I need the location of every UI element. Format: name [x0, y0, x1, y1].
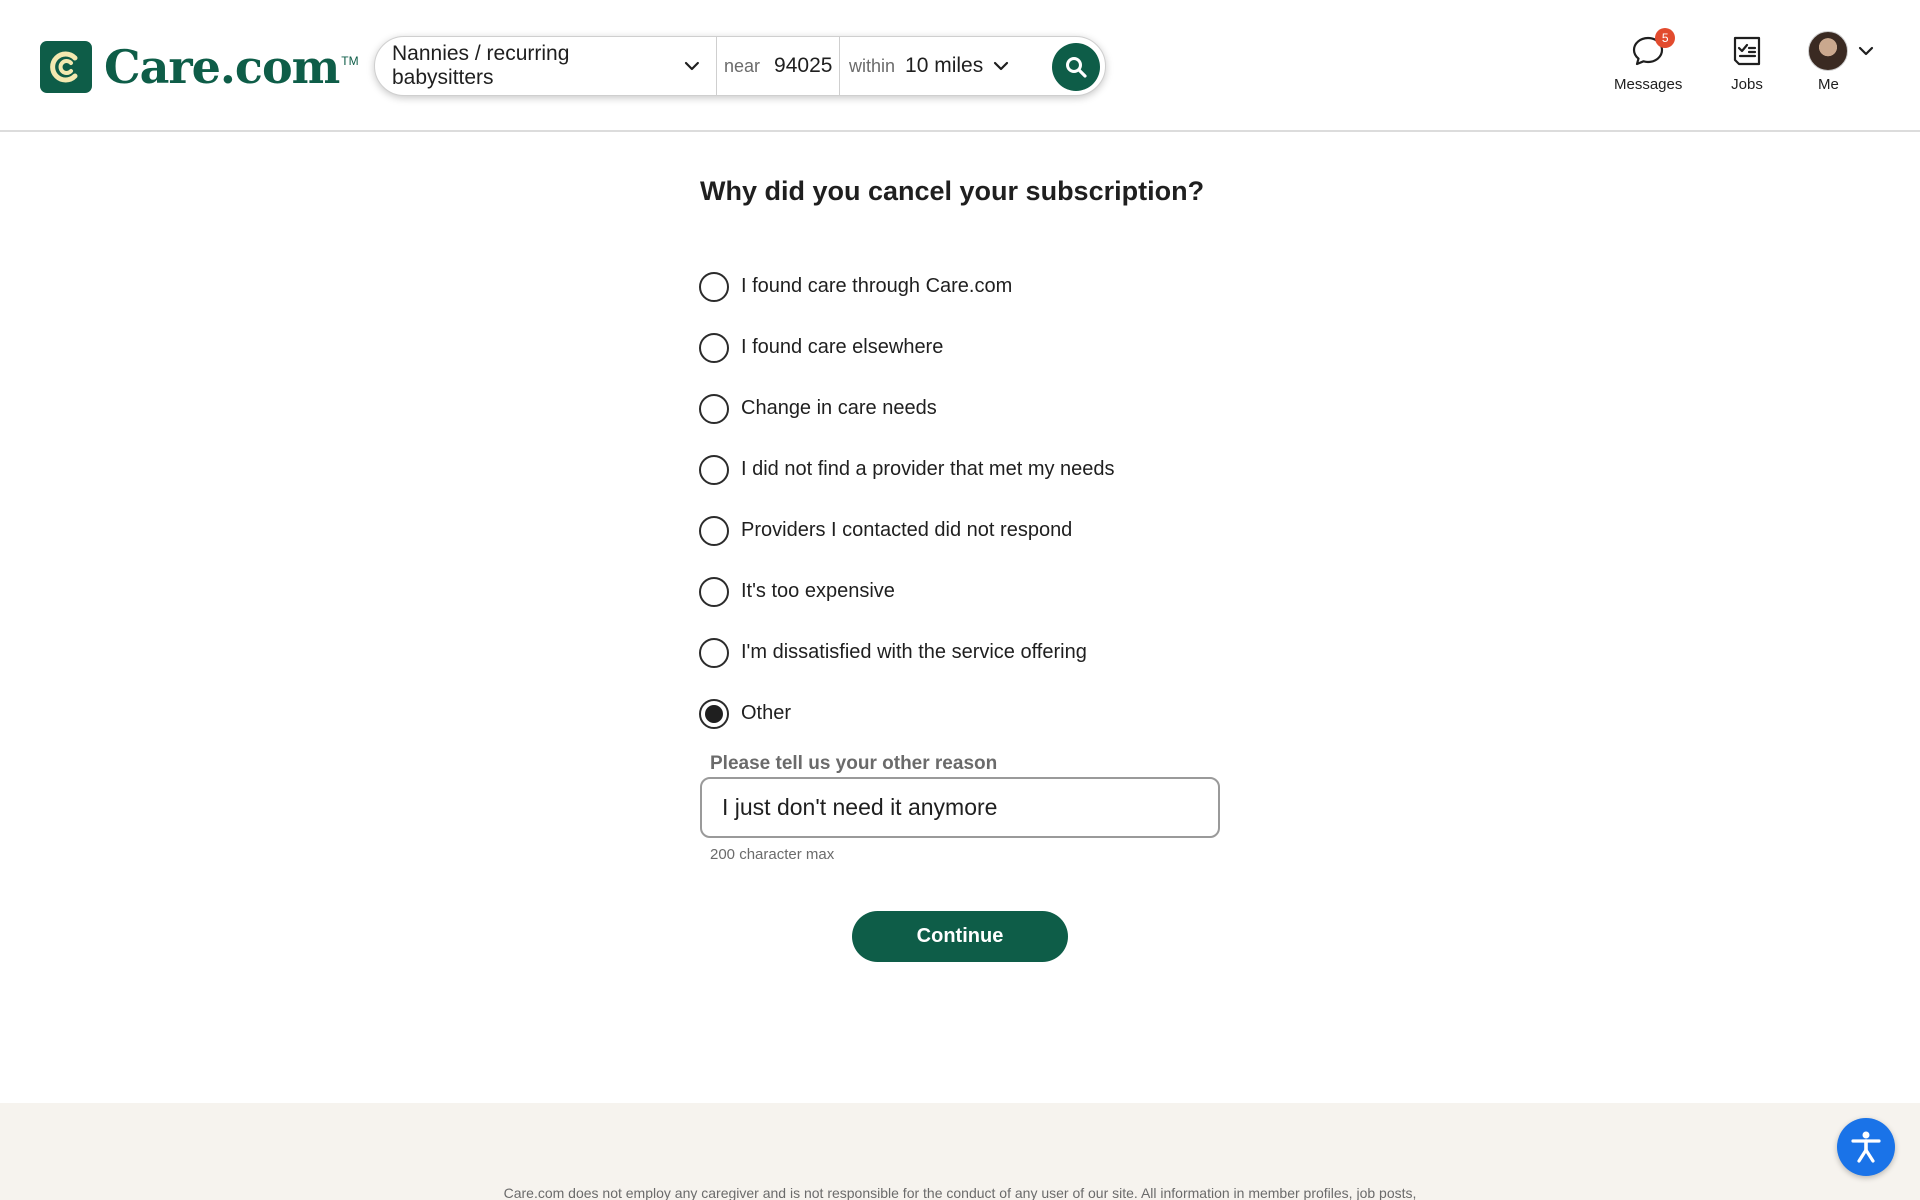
- messages-nav[interactable]: [1614, 30, 1682, 93]
- me-nav[interactable]: [1808, 30, 1878, 93]
- radio-button[interactable]: [699, 333, 729, 363]
- near-label: near: [724, 55, 761, 76]
- radio-option-change-in-needs[interactable]: [699, 378, 1115, 439]
- radius-dropdown[interactable]: [840, 37, 1050, 95]
- chevron-down-icon: [684, 61, 700, 71]
- search-bar: [374, 36, 1106, 96]
- page-title: Why did you cancel your subscription?: [700, 176, 1205, 206]
- me-label: Me: [1818, 76, 1839, 93]
- search-icon: [1064, 55, 1088, 79]
- radio-button[interactable]: [699, 272, 729, 302]
- radio-button[interactable]: [699, 516, 729, 546]
- radio-option-label: I found care through Care.com: [741, 275, 1013, 297]
- chevron-down-icon: [1858, 46, 1874, 56]
- radio-option-no-provider[interactable]: [699, 439, 1115, 500]
- radio-option-label: I'm dissatisfied with the service offering: [741, 641, 1087, 663]
- continue-button[interactable]: Continue: [852, 911, 1068, 962]
- character-limit-hint: 200 character max: [710, 846, 835, 863]
- radio-option-label: Providers I contacted did not respond: [741, 519, 1073, 541]
- jobs-checklist-icon: [1730, 34, 1764, 68]
- messages-icon-wrap: [1627, 30, 1669, 72]
- radio-option-label: I found care elsewhere: [741, 336, 944, 358]
- cancel-reason-radio-group: [699, 256, 1115, 744]
- radio-option-other[interactable]: [699, 683, 1115, 744]
- radio-option-label: Change in care needs: [741, 397, 937, 419]
- chevron-down-icon: [993, 61, 1009, 71]
- avatar: [1808, 31, 1848, 71]
- search-button[interactable]: [1052, 43, 1100, 91]
- service-type-dropdown[interactable]: [375, 37, 717, 95]
- me-icon-wrap: [1808, 30, 1878, 72]
- zip-code-value: 94025: [774, 54, 833, 77]
- radio-option-no-response[interactable]: [699, 500, 1115, 561]
- logo-wordmark: Care.com: [104, 40, 340, 94]
- radio-option-label: It's too expensive: [741, 580, 895, 602]
- messages-label: Messages: [1614, 76, 1683, 93]
- other-reason-label: Please tell us your other reason: [710, 753, 998, 774]
- accessibility-button[interactable]: [1837, 1118, 1895, 1176]
- radio-option-found-elsewhere[interactable]: [699, 317, 1115, 378]
- jobs-label: Jobs: [1731, 76, 1763, 93]
- radio-button[interactable]: [699, 638, 729, 668]
- within-label: within: [849, 55, 896, 76]
- messages-badge: 5: [1655, 28, 1675, 48]
- radio-button[interactable]: [699, 394, 729, 424]
- logo-trademark: TM: [341, 54, 359, 68]
- radio-button-checked[interactable]: [699, 699, 729, 729]
- radio-option-too-expensive[interactable]: [699, 561, 1115, 622]
- radio-option-label: I did not find a provider that met my needs: [741, 458, 1115, 480]
- site-footer: [0, 1103, 1920, 1200]
- other-reason-input[interactable]: [700, 777, 1220, 838]
- service-type-value: Nannies / recurring babysitters: [392, 42, 570, 89]
- footer-disclaimer: Care.com does not employ any caregiver and is not responsible for the conduct of any user of our site. All information in member profiles, job posts,: [503, 1185, 1417, 1200]
- radio-option-label: Other: [741, 702, 792, 724]
- jobs-icon-wrap: [1726, 30, 1768, 72]
- radio-option-found-through-care[interactable]: [699, 256, 1115, 317]
- radio-button[interactable]: [699, 577, 729, 607]
- care-logo[interactable]: [40, 40, 359, 94]
- radius-value: 10 miles: [905, 54, 984, 77]
- radio-option-dissatisfied[interactable]: [699, 622, 1115, 683]
- jobs-nav[interactable]: [1726, 30, 1768, 93]
- site-header: [0, 0, 1920, 132]
- radio-button[interactable]: [699, 455, 729, 485]
- zip-code-field[interactable]: [717, 37, 840, 95]
- care-logo-mark-icon: [40, 41, 92, 93]
- accessibility-icon: [1848, 1129, 1884, 1165]
